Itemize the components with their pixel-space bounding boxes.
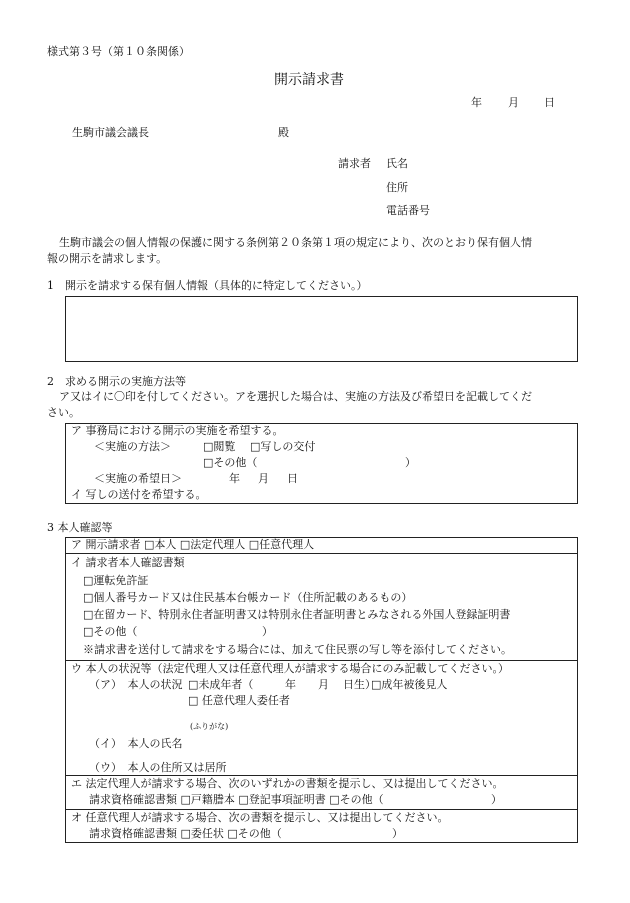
row-divider	[65, 553, 578, 554]
agent-principal-checkbox[interactable]: □ 任意代理人委任者	[188, 694, 290, 707]
document-title: 開示請求書	[274, 72, 344, 88]
section-1-input-box[interactable]	[65, 296, 578, 362]
date-month: 月	[508, 96, 519, 109]
addressee-honorific: 殿	[278, 126, 289, 139]
principal-address-label: （ウ） 本人の住所又は居所	[89, 761, 227, 774]
row-e-close: ）	[491, 793, 502, 806]
method-view-checkbox[interactable]: □閲覧	[203, 440, 236, 453]
row-o-docs[interactable]: 請求資格確認書類 □委任状 □その他（	[89, 827, 282, 840]
section-3-title: 3 本人確認等	[47, 521, 113, 534]
method-label: ＜実施の方法＞	[94, 440, 171, 453]
method-copy-checkbox[interactable]: □写しの交付	[250, 440, 316, 453]
intro-line-1: 生駒市議会の個人情報の保護に関する条例第２０条第１項の規定により、次のとおり保有個人情	[59, 236, 532, 249]
form-number: 様式第３号（第１０条関係）	[47, 45, 190, 58]
status-label: （ア） 本人の状況	[89, 678, 183, 691]
id-doc-other-close: ）	[262, 625, 273, 638]
birth-month: 月	[318, 678, 329, 691]
section-2-note-1: ア又はイに〇印を付してください。アを選択した場合は、実施の方法及び希望日を記載してくだ	[59, 390, 532, 403]
date-year: 年	[471, 96, 482, 109]
id-doc-mynumber[interactable]: □個人番号カード又は住民基本台帳カード（住所記載のあるもの）	[83, 591, 413, 604]
method-other-checkbox[interactable]: □その他（	[203, 456, 258, 469]
adult-ward-checkbox[interactable]: □成年被後見人	[371, 678, 448, 691]
birth-year: 年	[285, 678, 296, 691]
requester-label: 請求者	[338, 157, 371, 170]
row-i-title: イ 請求者本人確認書類	[71, 556, 185, 569]
option-a[interactable]: ア 事務局における開示の実施を希望する。	[71, 424, 284, 437]
requester-phone-label: 電話番号	[386, 204, 430, 217]
id-doc-note: ※請求書を送付して請求をする場合には、加えて住民票の写し等を添付してください。	[83, 643, 512, 656]
desired-month: 月	[258, 472, 269, 485]
row-e-title: エ 法定代理人が請求する場合、次のいずれかの書類を提示し、又は提出してください。	[71, 777, 504, 790]
section-2-title: 2 求める開示の実施方法等	[47, 375, 186, 388]
date-label: ＜実施の希望日＞	[94, 472, 182, 485]
principal-name-label: （イ） 本人の氏名	[89, 737, 183, 750]
row-o-close: ）	[392, 827, 403, 840]
option-b[interactable]: イ 写しの送付を希望する。	[71, 488, 207, 501]
row-divider	[65, 660, 578, 661]
id-doc-residence-card[interactable]: □在留カード、特別永住者証明書又は特別永住者証明書とみなされる外国人登録証明書	[83, 608, 511, 621]
row-u-title: ウ 本人の状況等（法定代理人又は任意代理人が請求する場合にのみ記載してください。）	[71, 662, 509, 675]
birth-day: 日生）	[343, 678, 376, 691]
addressee-name: 生駒市議会議長	[72, 126, 149, 139]
intro-line-2: 報の開示を請求します。	[47, 252, 168, 265]
row-e-docs[interactable]: 請求資格確認書類 □戸籍謄本 □登記事項証明書 □その他（	[89, 793, 384, 806]
section-2-note-2: さい。	[47, 406, 80, 419]
desired-year: 年	[229, 472, 240, 485]
minor-checkbox[interactable]: □未成年者（	[188, 678, 254, 691]
row-divider	[65, 809, 578, 810]
requester-name-label: 氏名	[386, 157, 408, 170]
furigana-label: (ふりがな)	[190, 722, 229, 731]
method-other-close: ）	[405, 456, 416, 469]
row-a-requester-type[interactable]: ア 開示請求者 □本人 □法定代理人 □任意代理人	[71, 538, 315, 551]
row-o-title: オ 任意代理人が請求する場合、次の書類を提示し、又は提出してください。	[71, 811, 449, 824]
section-1-title: 1 開示を請求する保有個人情報（具体的に特定してください。）	[47, 279, 368, 292]
id-doc-license[interactable]: □運転免許証	[83, 574, 149, 587]
desired-day: 日	[287, 472, 298, 485]
requester-address-label: 住所	[386, 181, 408, 194]
date-day: 日	[544, 96, 555, 109]
id-doc-other[interactable]: □その他（	[83, 625, 138, 638]
